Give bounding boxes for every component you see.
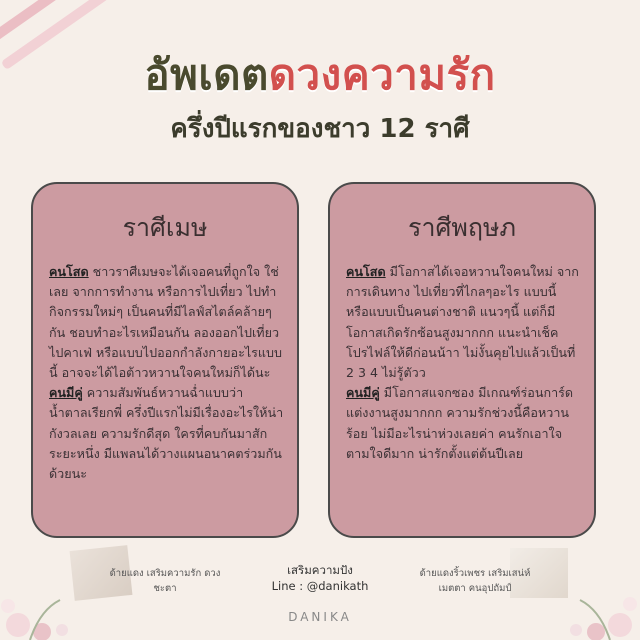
page-title (0, 42, 640, 108)
flower-decoration-left (0, 570, 130, 640)
caption-right: ด้ายแดงริ้วเพชร เสริมเสน่ห์ เมตตา คนอุปถัมป์ (419, 568, 531, 594)
page-subtitle: ครึ่งปีแรกของชาว 12 ราศี (170, 114, 470, 144)
single-label: คนโสด (346, 264, 386, 279)
couple-paragraph (49, 383, 285, 484)
promo-line: เสริมความปัง (287, 563, 353, 577)
couple-label: คนมีคู่ (49, 385, 83, 401)
title-part-1: อัพเดต (144, 50, 269, 99)
single-label: คนโสด (49, 264, 89, 279)
card-body (49, 262, 285, 484)
single-text: มีโอกาสได้เจอหวานใจคนใหม่ จากการเดินทาง ไปเที่ยวที่ไกลๆอะไร แบบนี้ หรือแบบเป็นคนต่างชาติ แนวๆนี้ แต่ก็มีโอกาสเกิดรักซ้อนสูงมากกก แนะนำเช็คโปรไฟล์ให้ดีก่อนน้าา ไม่งั้นคุยไปแล้วเป็นที่ 2 3 4 ไม่รู้ตัวว (346, 264, 579, 381)
contact-info (245, 562, 395, 594)
couple-paragraph (346, 383, 582, 464)
card-heading: ราศีเมษ (122, 213, 208, 242)
couple-label: คนมีคู่ (346, 385, 380, 401)
brand-logo: DANIKA (288, 610, 352, 624)
horoscope-card-aries (31, 182, 299, 538)
line-id[interactable]: Line : @danikath (271, 579, 369, 593)
single-paragraph (346, 262, 582, 383)
single-paragraph (49, 262, 285, 383)
couple-text: มีโอกาสแจกซอง มีเกณฑ์ร่อนการ์ดแต่งงานสูงมากกก ความรักช่วงนี้คือหวานร้อย ไม่มีอะไรน่าห่วงเลยค่า คนรักเอาใจ ตามใจดีมาก น่ารักตั้งแต่ต้นปีเลย (346, 385, 574, 461)
horoscope-card-taurus (328, 182, 596, 538)
card-body (346, 262, 582, 464)
single-text: ชาวราศีเมษจะได้เจอคนที่ถูกใจ ใช่เลย จากการทำงาน หรือการไปเที่ยว ไปทำกิจกรรมใหม่ๆ เป็นคนที่มีไลฟ์สไตล์คล้ายๆกัน ชอบทำอะไรเหมือนกัน ลองออกไปเที่ยว ไปคาเฟ่ หรือแบบไปออกกำลังกายอะไรแบบนี้ อาจจะได้ไอต้าวหวานใจคนใหม่ก็ได้นะ (49, 264, 283, 381)
flower-decoration-right (510, 570, 640, 640)
title-part-2: ดวงความรัก (268, 50, 496, 99)
couple-text: ความสัมพันธ์หวานฉ่ำแบบว่า น้ำตาลเรียกพี่ ครึ่งปีแรกไม่มีเรื่องอะไรให้น่ากังวลเลย ความรักดีสุด ใครที่คบกันมาสักระยะหนึ่ง มีแพลนได้วางแผนอนาคตร่วมกันด้วยนะ (49, 385, 284, 482)
caption-left: ด้ายแดง เสริมความรัก ดวงชะตา (109, 568, 221, 594)
card-heading: ราศีพฤษภ (408, 213, 516, 242)
